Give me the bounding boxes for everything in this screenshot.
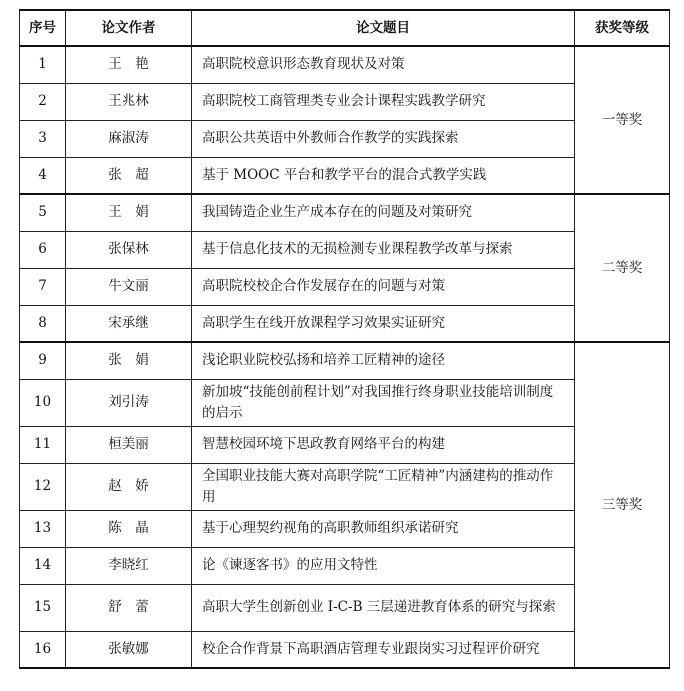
table-row <box>20 584 670 631</box>
row-author: 桓美丽 <box>66 426 192 463</box>
header-no: 序号 <box>20 10 66 46</box>
row-author: 张 娟 <box>66 342 192 379</box>
row-number: 15 <box>20 584 66 631</box>
table-row <box>20 426 670 463</box>
row-title: 基于心理契约视角的高职教师组织承诺研究 <box>192 510 575 547</box>
row-number: 2 <box>20 83 66 120</box>
row-title: 高职院校工商管理类专业会计课程实践教学研究 <box>192 83 575 120</box>
row-number: 8 <box>20 305 66 342</box>
table-row <box>20 463 670 510</box>
row-number: 6 <box>20 231 66 268</box>
award-first: 一等奖 <box>575 46 670 194</box>
award-third: 三等奖 <box>575 342 670 668</box>
row-author: 舒 蕾 <box>66 584 192 631</box>
header-title: 论文题目 <box>192 10 575 46</box>
row-author: 赵 娇 <box>66 463 192 510</box>
row-title: 基于 MOOC 平台和教学平台的混合式教学实践 <box>192 157 575 194</box>
row-author: 麻淑涛 <box>66 120 192 157</box>
row-number: 13 <box>20 510 66 547</box>
row-title: 高职公共英语中外教师合作教学的实践探索 <box>192 120 575 157</box>
row-author: 王 艳 <box>66 46 192 83</box>
row-title: 基于信息化技术的无损检测专业课程教学改革与探索 <box>192 231 575 268</box>
row-author: 牛文丽 <box>66 268 192 305</box>
row-number: 3 <box>20 120 66 157</box>
row-title: 浅论职业院校弘扬和培养工匠精神的途径 <box>192 342 575 379</box>
table-row <box>20 547 670 584</box>
row-number: 4 <box>20 157 66 194</box>
row-number: 11 <box>20 426 66 463</box>
row-title: 智慧校园环境下思政教育网络平台的构建 <box>192 426 575 463</box>
row-title: 我国铸造企业生产成本存在的问题及对策研究 <box>192 194 575 231</box>
row-title: 论《谏逐客书》的应用文特性 <box>192 547 575 584</box>
table-row <box>20 379 670 426</box>
row-number: 5 <box>20 194 66 231</box>
row-title: 高职学生在线开放课程学习效果实证研究 <box>192 305 575 342</box>
table-row <box>20 510 670 547</box>
table-row <box>20 194 670 231</box>
table-row <box>20 157 670 194</box>
row-number: 14 <box>20 547 66 584</box>
row-number: 7 <box>20 268 66 305</box>
table-row <box>20 83 670 120</box>
row-author: 陈 晶 <box>66 510 192 547</box>
table-header-row <box>20 10 670 46</box>
row-number: 1 <box>20 46 66 83</box>
award-second: 二等奖 <box>575 194 670 342</box>
table-row <box>20 268 670 305</box>
row-title: 高职院校校企合作发展存在的问题与对策 <box>192 268 575 305</box>
row-author: 宋承继 <box>66 305 192 342</box>
table-row <box>20 120 670 157</box>
row-author: 张 超 <box>66 157 192 194</box>
row-title: 全国职业技能大赛对高职学院“工匠精神”内涵建构的推动作用 <box>192 463 575 510</box>
row-author: 李晓红 <box>66 547 192 584</box>
row-number: 12 <box>20 463 66 510</box>
row-title: 高职院校意识形态教育现状及对策 <box>192 46 575 83</box>
row-author: 王 娟 <box>66 194 192 231</box>
row-number: 9 <box>20 342 66 379</box>
header-award: 获奖等级 <box>575 10 670 46</box>
row-title: 校企合作背景下高职酒店管理专业跟岗实习过程评价研究 <box>192 631 575 668</box>
header-author: 论文作者 <box>66 10 192 46</box>
row-title: 高职大学生创新创业 I-C-B 三层递进教育体系的研究与探索 <box>192 584 575 631</box>
row-author: 刘引涛 <box>66 379 192 426</box>
award-table <box>19 9 670 669</box>
table-row <box>20 342 670 379</box>
table-row <box>20 46 670 83</box>
row-author: 张保林 <box>66 231 192 268</box>
row-number: 16 <box>20 631 66 668</box>
table-row <box>20 631 670 668</box>
row-author: 张敏娜 <box>66 631 192 668</box>
row-author: 王兆林 <box>66 83 192 120</box>
table-row <box>20 231 670 268</box>
table-row <box>20 305 670 342</box>
row-title: 新加坡“技能创前程计划”对我国推行终身职业技能培训制度的启示 <box>192 379 575 426</box>
row-number: 10 <box>20 379 66 426</box>
